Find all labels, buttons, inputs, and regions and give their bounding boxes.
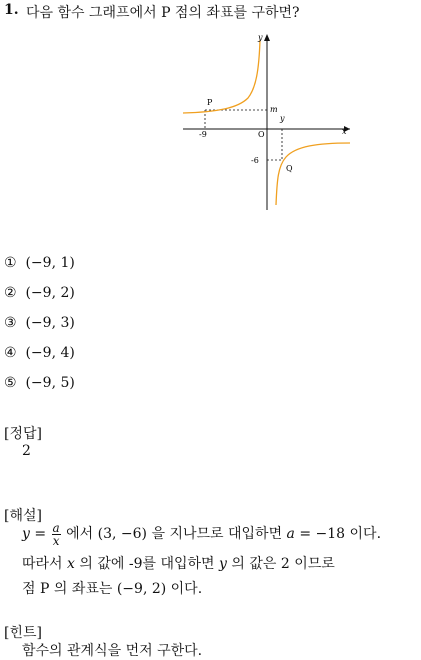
hint-text: 함수의 관계식을 먼저 구한다. — [22, 643, 203, 659]
fraction-denominator: x — [52, 533, 60, 548]
choice-2[interactable] — [4, 285, 75, 301]
explanation-line-2-c: 의 값은 2 이므로 — [226, 556, 335, 572]
explanation-line-1-end: = −18 이다. — [294, 526, 382, 542]
answer-value: 2 — [22, 443, 31, 459]
explanation-x-var: x — [67, 556, 75, 572]
explanation-line-3: 점 P 의 좌표는 (−9, 2) 이다. — [22, 581, 203, 597]
explanation-line-2-a: 따라서 — [22, 556, 68, 572]
choice-2-marker: ② — [4, 285, 17, 301]
question-text: 다음 함수 그래프에서 P 점의 좌표를 구하면? — [26, 5, 300, 21]
choice-4-text: (−9, 4) — [25, 345, 75, 361]
hint-heading: [힌트] — [4, 625, 42, 641]
explanation-line-2-b: 의 값에 -9를 대입하면 — [74, 556, 220, 572]
tick-neg6-label: -6 — [251, 156, 259, 165]
y-axis-label: y — [258, 33, 263, 42]
choice-2-text: (−9, 2) — [25, 285, 75, 301]
choice-5-text: (−9, 5) — [25, 375, 75, 391]
question-number: 1. — [4, 2, 19, 18]
fraction-numerator: a — [52, 520, 60, 535]
function-graph — [178, 30, 358, 212]
curve-left-branch — [183, 40, 260, 113]
point-q-label: Q — [286, 164, 293, 173]
choice-5[interactable] — [4, 375, 75, 391]
explanation-y-var: y — [219, 556, 227, 572]
choice-5-marker: ⑤ — [4, 375, 17, 391]
curve-right-branch — [276, 143, 350, 205]
choice-3[interactable] — [4, 315, 75, 331]
choice-1-marker: ① — [4, 255, 17, 271]
choice-4[interactable] — [4, 345, 75, 361]
tick-neg9-label: -9 — [199, 130, 207, 139]
m-label: m — [270, 105, 278, 114]
fraction-a-over-x — [52, 522, 61, 547]
answer-heading: [정답] — [4, 426, 42, 442]
y-small-label: y — [280, 114, 285, 123]
explanation-line-2 — [22, 553, 335, 573]
choice-3-marker: ③ — [4, 315, 17, 331]
choice-4-marker: ④ — [4, 345, 17, 361]
explanation-line-1 — [22, 520, 381, 548]
choice-1[interactable] — [4, 255, 75, 271]
explanation-a-var: a — [286, 526, 295, 542]
explanation-heading: [해설] — [4, 508, 42, 524]
point-p-label: P — [207, 98, 213, 107]
origin-label: O — [258, 130, 265, 139]
explanation-line-1-middle: 에서 (3, −6) 을 지나므로 대입하면 — [61, 526, 287, 542]
choice-1-text: (−9, 1) — [25, 255, 75, 271]
y-axis-arrow — [264, 34, 270, 41]
x-axis-label: x — [342, 127, 347, 136]
explanation-lhs: y = — [22, 526, 47, 542]
choice-3-text: (−9, 3) — [25, 315, 75, 331]
